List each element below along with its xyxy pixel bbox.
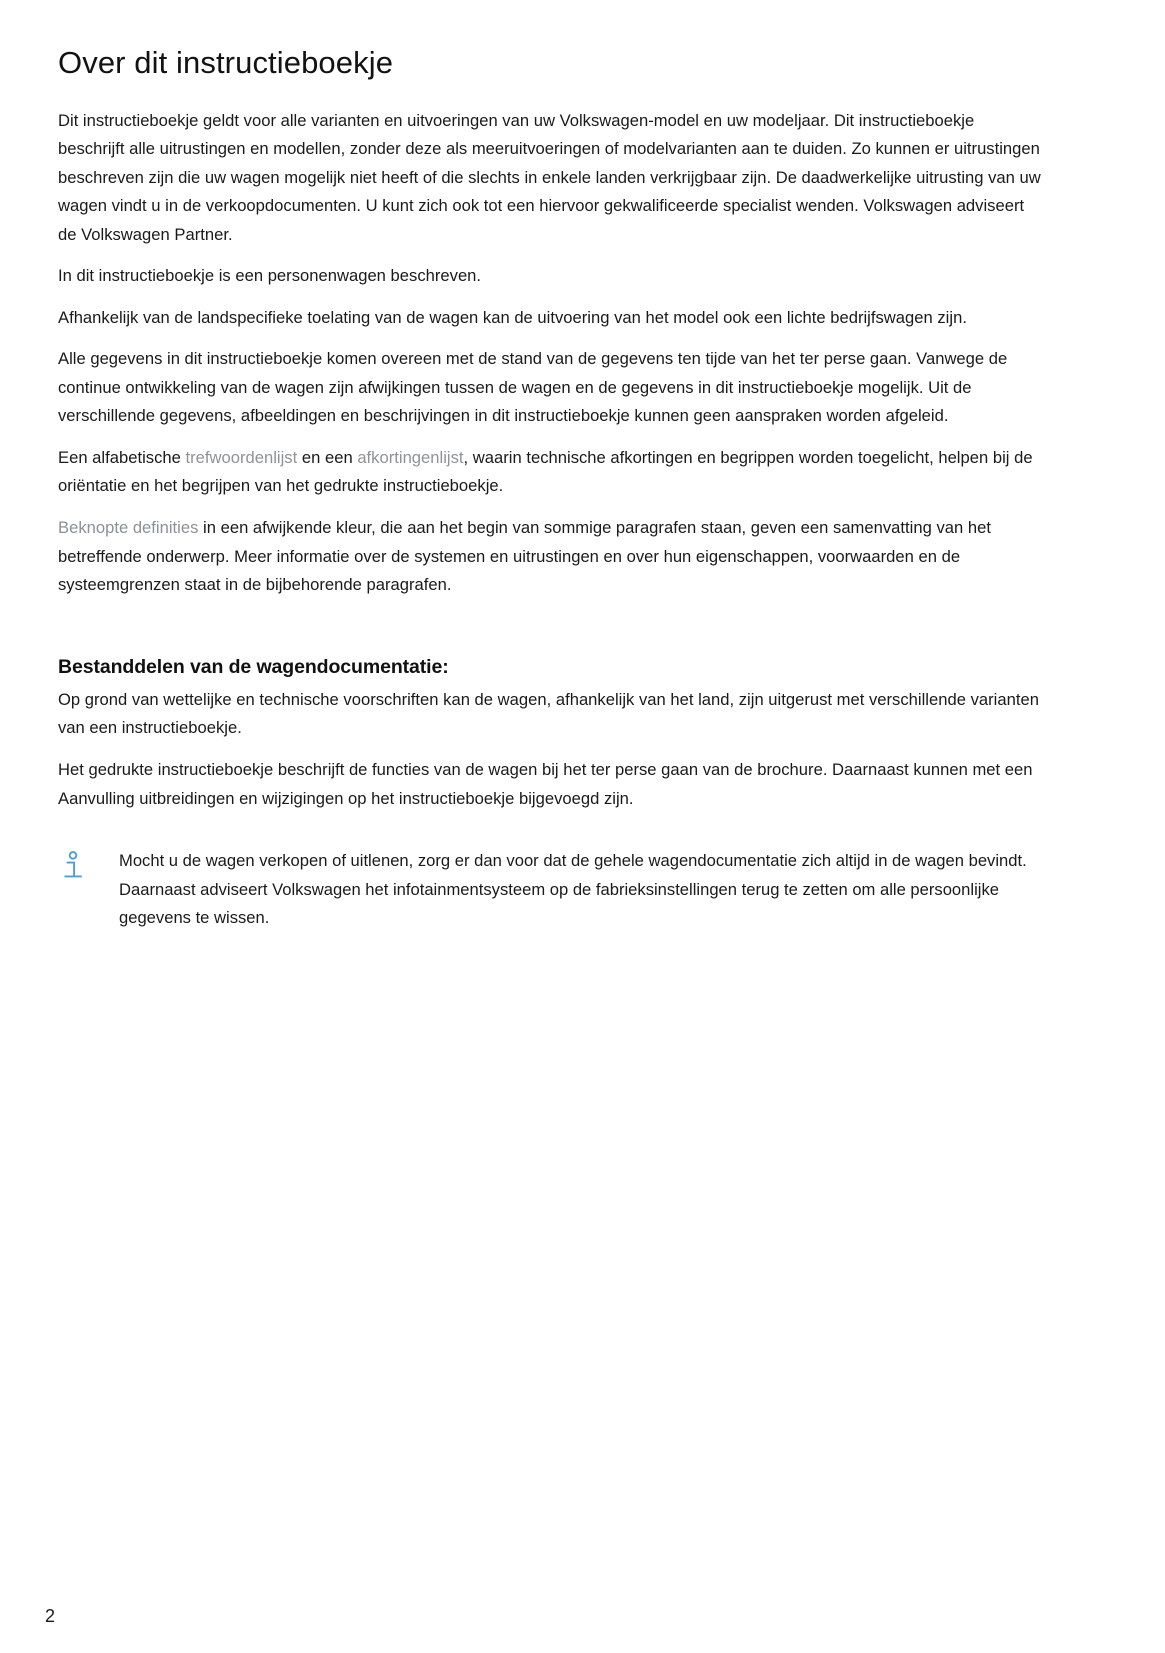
section-spacer	[58, 613, 1065, 655]
paragraph-6-text: in een afwijkende kleur, die aan het begin van sommige paragrafen staan, geven een samenvatting van het betreffende onderwerp. Meer informatie over de systemen en uitrustingen en over hun eigenschappen, voorwaarden en de systeemgrenzen staat in de bijbehorende paragrafen.	[58, 518, 991, 595]
cross-reference-link-trefwoordenlijst[interactable]: trefwoordenlijst	[185, 447, 298, 467]
definition-lead-text: Beknopte definities	[58, 518, 199, 538]
intro-paragraph-5	[58, 444, 1043, 501]
section-paragraph-1: Op grond van wettelijke en technische voorschriften kan de wagen, afhankelijk van het land, zijn uitgerust met verschillende varianten van een instructieboekje.	[58, 689, 1039, 738]
paragraph-5-text-tail: , waarin technische afkortingen en begrippen worden toegelicht, helpen bij de oriëntatie en het begrijpen van het gedrukte instructieboekje.	[58, 447, 1033, 496]
info-icon	[58, 847, 88, 880]
section-paragraph-2: Het gedrukte instructieboekje beschrijft de functies van de wagen bij het ter perse gaan van de brochure. Daarnaast kunnen met een Aanvulling uitbreidingen en wijzigingen op het instructieboekje bijgevoegd zijn.	[58, 760, 1033, 808]
page-number: 2	[45, 1606, 56, 1626]
note-text: Mocht u de wagen verkopen of uitlenen, zorg er dan voor dat de gehele wagendocumentatie zich altijd in de wagen bevindt. Daarnaast adviseert Volkswagen het infotainmentsysteem op de fabrieksinstellingen terug te zetten om alle persoonlijke gegevens te wissen.	[119, 851, 1027, 928]
page-title: Over dit instructieboekje	[58, 45, 394, 80]
paragraph-5-text-middle: en een	[297, 447, 358, 467]
intro-paragraph-1: Dit instructieboekje geldt voor alle varianten en uitvoeringen van uw Volkswagen-model en uw modeljaar. Dit instructieboekje beschrijft alle uitrustingen en modellen, zonder deze als meeruitvoeringen of modelvarianten aan te duiden. Zo kunnen er uitrustingen beschreven zijn die uw wagen mogelijk niet heeft of die slechts in enkele landen verkrijgbaar zijn. De daadwerkelijke uitrusting van uw wagen vindt u in de verkoopdocumenten. U kunt zich ook tot een hiervoor gekwalificeerde specialist wenden. Volkswagen adviseert de Volkswagen Partner.	[58, 110, 1041, 244]
intro-paragraph-3: Afhankelijk van de landspecifieke toelating van de wagen kan de uitvoering van het model ook een lichte bedrijfswagen zijn.	[58, 307, 967, 327]
intro-paragraph-2: In dit instructieboekje is een personenwagen beschreven.	[58, 266, 482, 286]
intro-paragraph-6	[58, 514, 1043, 600]
section-heading-wagendocumentatie: Bestanddelen van de wagendocumentatie:	[58, 655, 449, 678]
intro-paragraph-4: Alle gegevens in dit instructieboekje komen overeen met de stand van de gegevens ten tijde van het ter perse gaan. Vanwege de continue ontwikkeling van de wagen zijn afwijkingen tussen de wagen en de gegevens in dit instructieboekje mogelijk. Uit de verschillende gegevens, afbeeldingen en beschrijvingen in dit instructieboekje kunnen geen aanspraken worden afgeleid.	[58, 349, 1008, 426]
cross-reference-link-afkortingenlijst[interactable]: afkortingenlijst	[357, 447, 464, 467]
note-block	[58, 847, 1043, 933]
paragraph-5-text-lead: Een alfabetische	[58, 447, 186, 467]
